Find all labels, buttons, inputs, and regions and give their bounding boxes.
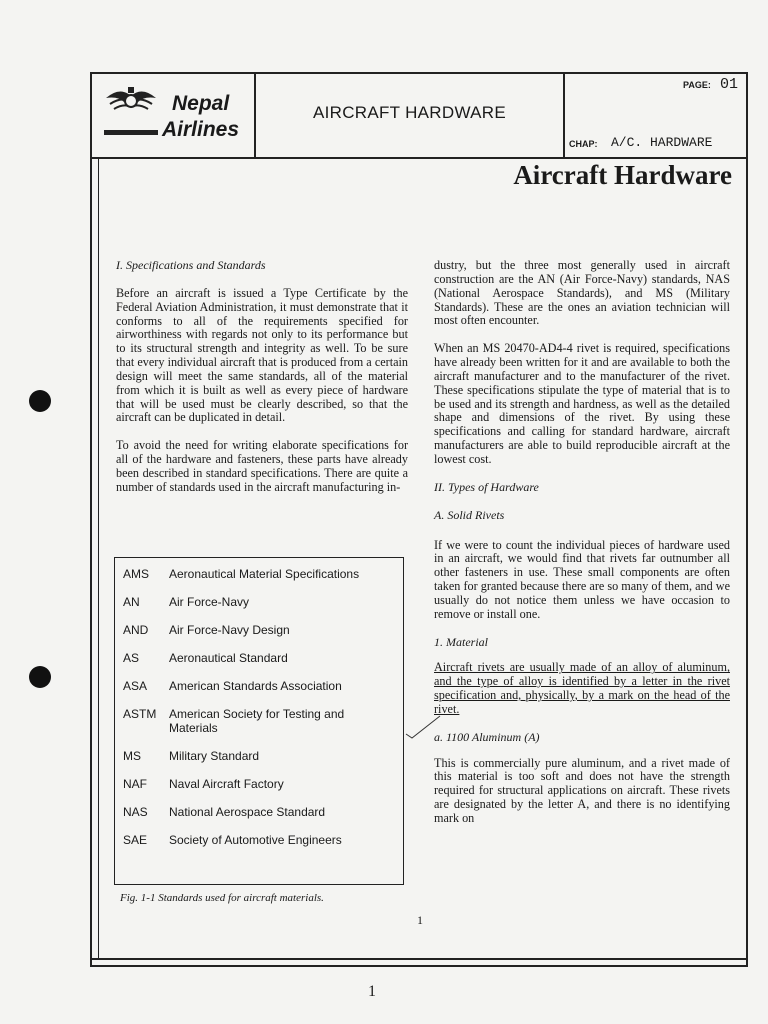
standard-abbreviation: NAF xyxy=(123,777,147,791)
standard-abbreviation: ASA xyxy=(123,679,148,693)
standard-abbreviation: AND xyxy=(123,623,149,637)
logo-stripe xyxy=(104,130,158,135)
standard-name: Aeronautical Standard xyxy=(169,651,288,665)
standards-table xyxy=(114,557,404,885)
binder-hole-bottom xyxy=(29,666,51,688)
header-title: AIRCRAFT HARDWARE xyxy=(312,103,507,122)
standards-row xyxy=(123,651,395,679)
logo xyxy=(100,82,250,152)
standards-row xyxy=(123,707,395,749)
standard-name: Air Force-Navy xyxy=(169,595,250,609)
standard-abbreviation: SAE xyxy=(123,833,148,847)
standard-abbreviation: AMS xyxy=(123,567,150,581)
subsection-heading-material: 1. Material xyxy=(434,634,488,649)
header-divider-right xyxy=(563,72,565,158)
page-value: 01 xyxy=(720,76,739,93)
chap-label: CHAP: xyxy=(569,139,598,149)
footer-rule xyxy=(90,958,748,960)
paragraph-type-certificate: Before an aircraft is issued a Type Certificate by the Federal Aviation Administration, it must demonstrate that it conforms to all of the requirements specified for airworthiness with regards not only to its performance but to its structural strength and integrity as well. To be sure that every individual aircraft that is produced from a certain design will meet the same standards, all of the material from which it is built as well as every piece of hardware that will be used must be clearly described, so that the aircraft can be duplicated in detail. xyxy=(116,285,408,425)
section-heading-types-of-hardware: II. Types of Hardware xyxy=(434,479,539,494)
paragraph-avoid-need: To avoid the need for writing elaborate specifications for all of the hardware and fasteners, these parts have already been described in standard specifications. There are quite a number of standards used in the aircraft manufacturing in- xyxy=(116,438,408,494)
logo-text-nepal: Nepal xyxy=(172,92,230,115)
standards-row xyxy=(123,679,395,707)
standards-row xyxy=(123,595,395,623)
standards-row xyxy=(123,749,395,777)
paragraph-rivet-alloy: Aircraft rivets are usually made of an alloy of aluminum, and the type of alloy is identified by a letter in the rivet specification and, physically, by a mark on the head of the rivet. xyxy=(434,660,730,716)
header-bottom-rule xyxy=(90,157,748,159)
subsection-heading-1100-aluminum: a. 1100 Aluminum (A) xyxy=(434,729,540,744)
standard-abbreviation: AN xyxy=(123,595,140,609)
standards-row xyxy=(123,805,395,833)
page-number: 1 xyxy=(417,913,423,927)
right-column xyxy=(434,259,730,840)
content-left-rule xyxy=(98,158,99,958)
standard-abbreviation: ASTM xyxy=(123,707,157,721)
standards-row xyxy=(123,567,395,595)
standard-name: Military Standard xyxy=(169,749,260,763)
binder-hole-top xyxy=(29,390,51,412)
standards-row xyxy=(123,833,395,861)
paragraph-ms-rivet: When an MS 20470-AD4-4 rivet is required, specifications have already been written for it and are available to both the aircraft manufacturer and to the manufacturer of the rivet. These specifications stipulate the type of material that is to be used and its strength and hardness, as well as the detailed shape and dimensions of the rivet. By using these specifications and calling for standard hardware, aircraft manufacturers are able to build reproducible aircraft at the lowest cost. xyxy=(434,341,730,466)
subsection-heading-solid-rivets: A. Solid Rivets xyxy=(434,507,505,522)
figure-caption: Fig. 1-1 Standards used for aircraft materials. xyxy=(120,892,324,904)
margin-check-mark-icon xyxy=(404,712,444,742)
standard-abbreviation: NAS xyxy=(123,805,148,819)
paragraph-industry: dustry, but the three most generally used in aircraft construction are the AN (Air Force-Navy) standards, NAS (National Aerospace Standards), and MS (Military Standards). These are the ones an aviation technician will most often encounter. xyxy=(434,258,730,328)
standard-name: Naval Aircraft Factory xyxy=(169,777,284,791)
paragraph-commercially-pure: This is commercially pure aluminum, and a rivet made of this material is too soft and does not have the strength required for structural applications on aircraft. These rivets are designated by the letter A, and there is no identifying mark on xyxy=(434,755,730,825)
standard-abbreviation: MS xyxy=(123,749,141,763)
standard-name: National Aerospace Standard xyxy=(169,805,326,819)
page-title: Aircraft Hardware xyxy=(513,160,732,190)
standard-name: Society of Automotive Engineers xyxy=(169,833,342,847)
left-column xyxy=(116,259,408,503)
standard-abbreviation: AS xyxy=(123,651,140,665)
standard-name: Air Force-Navy Design xyxy=(169,623,290,637)
standard-name: Aeronautical Material Specifications xyxy=(169,567,360,581)
standards-row xyxy=(123,777,395,805)
airline-emblem-icon xyxy=(102,84,160,124)
paragraph-count-pieces: If we were to count the individual pieces of hardware used in an aircraft, we would find that rivets far outnumber all other fasteners in use. These small components are often taken for granted because there are so many of them, and we usually do not notice them unless we have occasion to remove or install one. xyxy=(434,537,730,621)
standards-row xyxy=(123,623,395,651)
standards-table-grid xyxy=(123,567,395,861)
standard-name: American Society for Testing and Materials xyxy=(169,707,345,735)
page-label: PAGE: xyxy=(683,80,711,90)
chap-value: A/C. HARDWARE xyxy=(611,135,713,150)
bottom-mark: 1 xyxy=(368,983,376,1000)
section-heading-specifications: I. Specifications and Standards xyxy=(116,258,266,272)
standard-name: American Standards Association xyxy=(169,679,342,693)
logo-text-airlines: Airlines xyxy=(162,118,240,141)
